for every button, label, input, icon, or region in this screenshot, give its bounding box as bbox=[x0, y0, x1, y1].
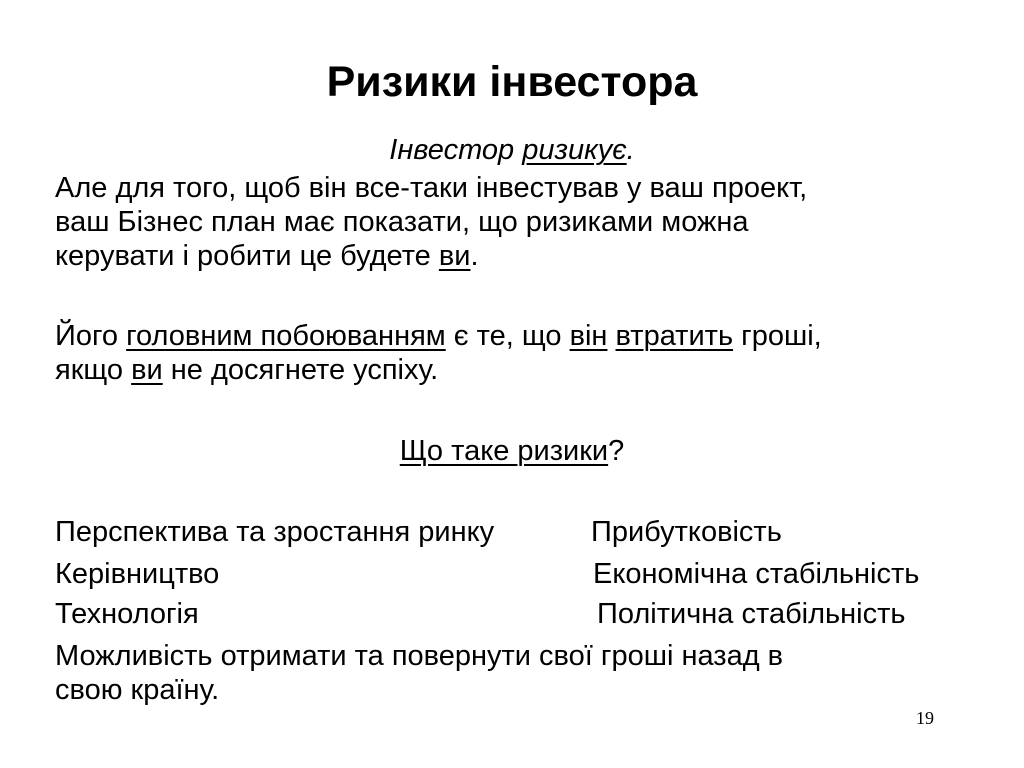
para1-underlined-you: ви bbox=[438, 240, 471, 272]
risk-last-line1: Можливість отримати та повернути свої гроші назад в bbox=[55, 640, 784, 672]
subtitle-text: Інвестор bbox=[389, 134, 523, 166]
title-rest: інвестора bbox=[489, 58, 698, 106]
risk-last-line2: свою країну. bbox=[55, 674, 220, 706]
para1-line3 bbox=[55, 239, 479, 273]
para2-text-3 bbox=[607, 320, 615, 352]
para2-line1 bbox=[55, 319, 822, 353]
para2-line2 bbox=[55, 353, 438, 387]
risk-right-3: Політична стабільність bbox=[597, 598, 906, 630]
risk-right-2: Економічна стабільність bbox=[593, 558, 920, 590]
question-underlined: Що таке ризики bbox=[399, 435, 609, 467]
risk-right-1: Прибутковість bbox=[591, 516, 782, 548]
slide-title bbox=[0, 54, 1024, 110]
subtitle-underlined: ризикує bbox=[522, 134, 627, 166]
para2-text-4: гроші, bbox=[733, 320, 822, 352]
risk-left-1: Перспектива та зростання ринку bbox=[55, 516, 495, 548]
para1-line1: Але для того, щоб він все-таки інвестував у ваш проект, bbox=[55, 172, 808, 204]
para2-text-1: Його bbox=[55, 320, 127, 352]
risk-left-2: Керівництво bbox=[55, 558, 220, 590]
subtitle-end: . bbox=[626, 134, 635, 166]
para1-line2: ваш Бізнес план має показати, що ризиками можна bbox=[55, 206, 749, 238]
para1-line3-end: . bbox=[470, 240, 479, 272]
para2-line2-text-1: якщо bbox=[55, 354, 132, 386]
para2-line2-text-2: не досягнете успіху. bbox=[162, 354, 439, 386]
para2-underlined-you: ви bbox=[131, 354, 163, 386]
para2-underlined-lose: втратить bbox=[615, 320, 734, 352]
question-heading bbox=[0, 434, 1024, 468]
para2-text-2: є те, що bbox=[445, 320, 570, 352]
para2-underlined-he: він bbox=[569, 320, 608, 352]
risk-left-3: Технологія bbox=[55, 598, 199, 630]
para2-underlined-main-fear: головним побоюванням bbox=[126, 320, 446, 352]
title-bold-word: Ризики bbox=[326, 58, 478, 106]
para1-line3-text: керувати і робити це будете bbox=[55, 240, 439, 272]
subtitle bbox=[0, 133, 1024, 167]
page-number: 19 bbox=[916, 708, 934, 728]
question-mark: ? bbox=[608, 435, 625, 467]
